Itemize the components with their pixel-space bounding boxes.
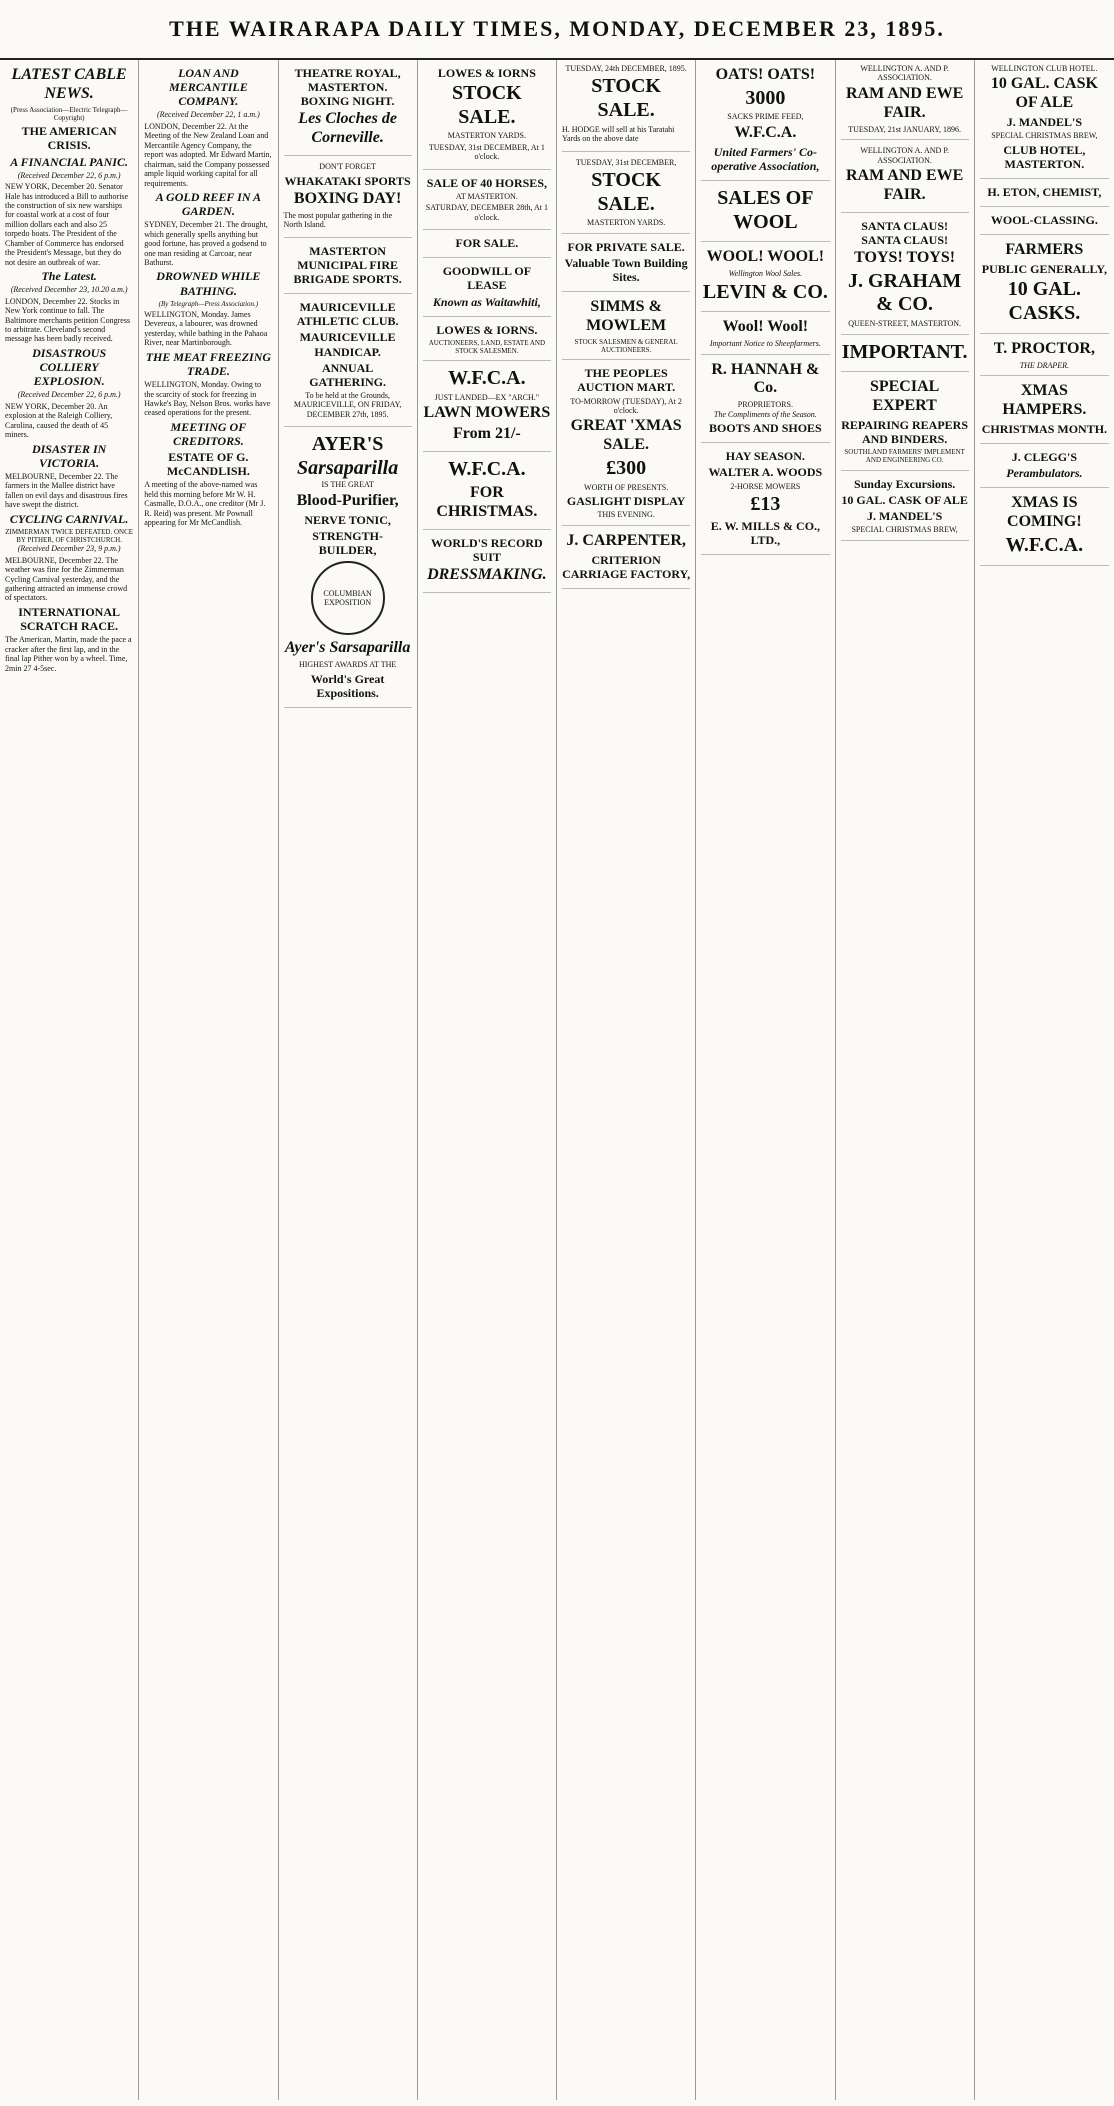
- headline-victoria: DISASTER IN VICTORIA.: [31, 441, 107, 470]
- mowers-ad: HAY SEASON. WALTER A. WOODS 2-HORSE MOWERS £13 E. W. MILLS & CO., LTD.,: [701, 449, 829, 555]
- club-hotel-ad: WELLINGTON CLUB HOTEL. 10 GAL. CASK OF ALE J. MANDEL'S SPECIAL CHRISTMAS BREW, CLUB HOTEL, MASTERTON.: [980, 64, 1109, 179]
- wool-sales: SALES OF WOOL: [701, 187, 829, 242]
- headline-cycling: CYCLING CARNIVAL.: [9, 511, 129, 526]
- headline-financial-panic: A FINANCIAL PANIC.: [10, 154, 128, 169]
- masthead: [0, 0, 1114, 60]
- headline-meat-freezing: THE MEAT FREEZING TRADE.: [145, 349, 272, 378]
- column-8: [975, 60, 1114, 2100]
- headline-drowned: DROWNED WHILE BATHING.: [156, 269, 261, 298]
- dateline: (Received December 22, 6 p.m.): [17, 390, 121, 400]
- building-sites: FOR PRIVATE SALE. Valuable Town Building Sites.: [562, 240, 690, 292]
- cycling-sub: ZIMMERMAN TWICE DEFEATED. ONCE BY PITHER, OF CHRISTCHURCH.: [5, 527, 134, 544]
- theatre-ad: THEATRE ROYAL, MASTERTON. BOXING NIGHT. Les Cloches de Corneville.: [284, 66, 412, 156]
- article-text: LONDON, December 22. Stocks in New York continue to fall. The Baltimore merchants petition Congress to arbitrate. Cleveland's second message has been badly received.: [5, 296, 131, 344]
- auctioneers: LOWES & IORNS. AUCTIONEERS, LAND, ESTATE AND STOCK SALESMEN.: [423, 323, 551, 362]
- masthead-title: THE WAIRARAPA DAILY TIMES, MONDAY, DECEMBER 23, 1895.: [169, 16, 945, 41]
- farmers-ad: FARMERS PUBLIC GENERALLY, 10 GAL. CASKS.: [980, 241, 1109, 333]
- levin-ad: WOOL! WOOL! Wellington Wool Sales. LEVIN & CO.: [701, 248, 829, 312]
- hampers-ad: XMAS HAMPERS. CHRISTMAS MONTH.: [980, 382, 1109, 444]
- ayers-sarsaparilla-ad: AYER'S Sarsaparilla IS THE GREAT Blood-Purifier, NERVE TONIC, STRENGTH-BUILDER, COLUMBIAN EXPOSITION Ayer's Sarsaparilla HIGHEST AWARDS AT THE World's Great Expositions.: [284, 433, 412, 708]
- lawn-mowers-ad: W.F.C.A. JUST LANDED—EX "ARCH." LAWN MOWERS From 21/-: [423, 367, 551, 452]
- dateline: (Received December 23, 10.20 a.m.): [10, 285, 128, 295]
- article-text: MELBOURNE, December 22. The weather was fine for the Zimmerman Cycling Carnival yesterday, and the gathering attracted an immense crowd of spectators.: [5, 555, 128, 603]
- carpenter-ad: J. CARPENTER, CRITERION CARRIAGE FACTORY,: [562, 532, 690, 589]
- article-text: WELLINGTON, Monday. James Devereux, a labourer, was drowned yesterday, while bathing in the Pahaoa River, near Martinborough.: [144, 310, 268, 348]
- headline-loan-mercantile: LOAN AND MERCANTILE COMPANY.: [169, 66, 248, 109]
- headline-latest: The Latest.: [41, 269, 97, 284]
- taratahi-stock-sale: TUESDAY, 24th DECEMBER, 1895. STOCK SALE. H. HODGE will sell at his Taratahi Yards on the above date: [562, 64, 690, 152]
- record-suit-ad: WORLD'S RECORD SUIT DRESSMAKING.: [423, 536, 551, 593]
- column-1: [0, 60, 139, 2100]
- dateline: (Received December 22, 6 p.m.): [17, 170, 121, 180]
- proctor-ad: T. PROCTOR, THE DRAPER.: [980, 340, 1109, 376]
- article-text: NEW YORK, December 20. An explosion at the Raleigh Colliery, Carolina, caused the death of 45 miners.: [5, 401, 113, 440]
- headline-american-crisis: THE AMERICAN CRISIS.: [21, 124, 117, 153]
- headline-cable-news: LATEST CABLE NEWS.: [11, 66, 127, 102]
- column-5: [557, 60, 696, 2100]
- xmas-coming-ad: XMAS IS COMING! W.F.C.A.: [980, 494, 1109, 565]
- article-text: The American, Martin, made the pace a cracker after the first lap, and in the final lap Pither won by a wheel. Time, 2min 27 4-5sec.: [5, 635, 132, 673]
- article-text: SYDNEY, December 21. The drought, which generally spells anything but good fortune, has proved a godsend to one man residing at Carcoar, near Bathurst.: [144, 220, 268, 268]
- ram-ewe-fair: WELLINGTON A. AND P. ASSOCIATION. RAM AND EWE FAIR. TUESDAY, 21st JANUARY, 1896.: [841, 64, 969, 140]
- lowes-iorns-stock-sale: LOWES & IORNS STOCK SALE. MASTERTON YARDS. TUESDAY, 31st DECEMBER, At 1 o'clock.: [423, 66, 551, 170]
- article-text: A meeting of the above-named was held this morning before Mr W. H. Casmalle, D.O.A., one creditor (Mr J. R. Reid) was present. Mr Pownall appearing for Mr McCandlish.: [144, 480, 266, 528]
- columns: [0, 60, 1114, 2100]
- article-text: WELLINGTON, Monday. Owing to the scarcity of stock for freezing in Hawke's Bay, Nelson Bros. works have ceased operations for the present.: [144, 380, 271, 418]
- xmas-sale: THE PEOPLES AUCTION MART. TO-MORROW (TUESDAY), At 2 o'clock. GREAT 'XMAS SALE. £300 WORTH OF PRESENTS. GASLIGHT DISPLAY THIS EVENING.: [562, 366, 690, 526]
- headline-gold-reef: A GOLD REEF IN A GARDEN.: [155, 189, 262, 219]
- toys-ad: SANTA CLAUS! SANTA CLAUS! TOYS! TOYS! J. GRAHAM & CO. QUEEN-STREET, MASTERTON.: [841, 219, 969, 335]
- christmas-ad: W.F.C.A. FOR CHRISTMAS.: [423, 458, 551, 529]
- exposition-seal: COLUMBIAN EXPOSITION: [311, 561, 385, 635]
- sheepfarmers-notice: Wool! Wool! Important Notice to Sheepfarmers.: [701, 318, 829, 354]
- goodwill-lease: GOODWILL OF LEASE Known as Waitawhiti,: [423, 264, 551, 316]
- column-3: [279, 60, 418, 2100]
- column-7: [836, 60, 975, 2100]
- perambulators-ad: J. CLEGG'S Perambulators.: [980, 450, 1109, 488]
- dateline: (Received December 22, 1 a.m.): [156, 110, 260, 120]
- hannah-ad: R. HANNAH & Co. PROPRIETORS. The Compliments of the Season. BOOTS AND SHOES: [701, 361, 829, 444]
- mauriceville-ad: MAURICEVILLE ATHLETIC CLUB. MAURICEVILLE HANDICAP. ANNUAL GATHERING. To be held at the Grounds, MAURICEVILLE, ON FRIDAY, DECEMBER 27th, 1895.: [284, 300, 412, 427]
- important-notice: IMPORTANT.: [841, 341, 969, 373]
- headline-estate: ESTATE OF G. McCANDLISH.: [166, 450, 250, 479]
- masterton-stock-sale: TUESDAY, 31st DECEMBER, STOCK SALE. MASTERTON YARDS.: [562, 158, 690, 234]
- wool-classing: WOOL-CLASSING.: [980, 213, 1109, 235]
- column-6: [696, 60, 835, 2100]
- simms-mowlem: SIMMS & MOWLEM STOCK SALESMEN & GENERAL AUCTIONEERS.: [562, 298, 690, 360]
- chemist-ad: H. ETON, CHEMIST,: [980, 185, 1109, 207]
- article-text: MELBOURNE, December 22. The farmers in the Mallee district have fallen on evil days and disastrous fires have swept the district.: [5, 471, 128, 510]
- horse-sale: SALE OF 40 HORSES, AT MASTERTON. SATURDAY, DECEMBER 28th, At 1 o'clock.: [423, 176, 551, 230]
- article-text: LONDON, December 22. At the Meeting of the New Zealand Loan and Mercantile Agency Company, the report was adopted. Mr Edward Martin, chairman, said the Company possessed ample liquid working capital for all requirements.: [144, 121, 272, 188]
- fire-brigade-ad: MASTERTON MUNICIPAL FIRE BRIGADE SPORTS.: [284, 244, 412, 294]
- headline-creditors: MEETING OF CREDITORS.: [170, 419, 247, 448]
- whakataki-ad: DON'T FORGET WHAKATAKI SPORTS BOXING DAY! The most popular gathering in the North Island.: [284, 162, 412, 237]
- telegraph-sub: (By Telegraph—Press Association.): [158, 299, 259, 308]
- for-sale: FOR SALE.: [423, 236, 551, 258]
- oats-ad: OATS! OATS! 3000 SACKS PRIME FEED, W.F.C.A. United Farmers' Co-operative Association,: [701, 66, 829, 181]
- ram-ewe-fair-2: WELLINGTON A. AND P. ASSOCIATION. RAM AND EWE FAIR.: [841, 146, 969, 213]
- column-4: [418, 60, 557, 2100]
- dateline: (Received December 23, 9 p.m.): [17, 544, 121, 554]
- cable-sub: (Press Association—Electric Telegraph—Copyright): [10, 105, 128, 122]
- repairing-ad: SPECIAL EXPERT REPAIRING REAPERS AND BINDERS. SOUTHLAND FARMERS' IMPLEMENT AND ENGINEERING CO.: [841, 378, 969, 471]
- excursions-ad: Sunday Excursions. 10 GAL. CASK OF ALE J. MANDEL'S SPECIAL CHRISTMAS BREW,: [841, 477, 969, 541]
- column-2: [139, 60, 278, 2100]
- headline-scratch-race: INTERNATIONAL SCRATCH RACE.: [18, 604, 121, 634]
- article-text: NEW YORK, December 20. Senator Hale has introduced a Bill to authorise the construction of six new warships for coastal work at a cost of four million dollars each and also 25 torpedo boats. The President of the Chamber of Commerce has endorsed the President's Message, but they do not desire an outbreak of war.: [5, 182, 129, 267]
- headline-colliery: DISASTROUS COLLIERY EXPLOSION.: [32, 345, 107, 389]
